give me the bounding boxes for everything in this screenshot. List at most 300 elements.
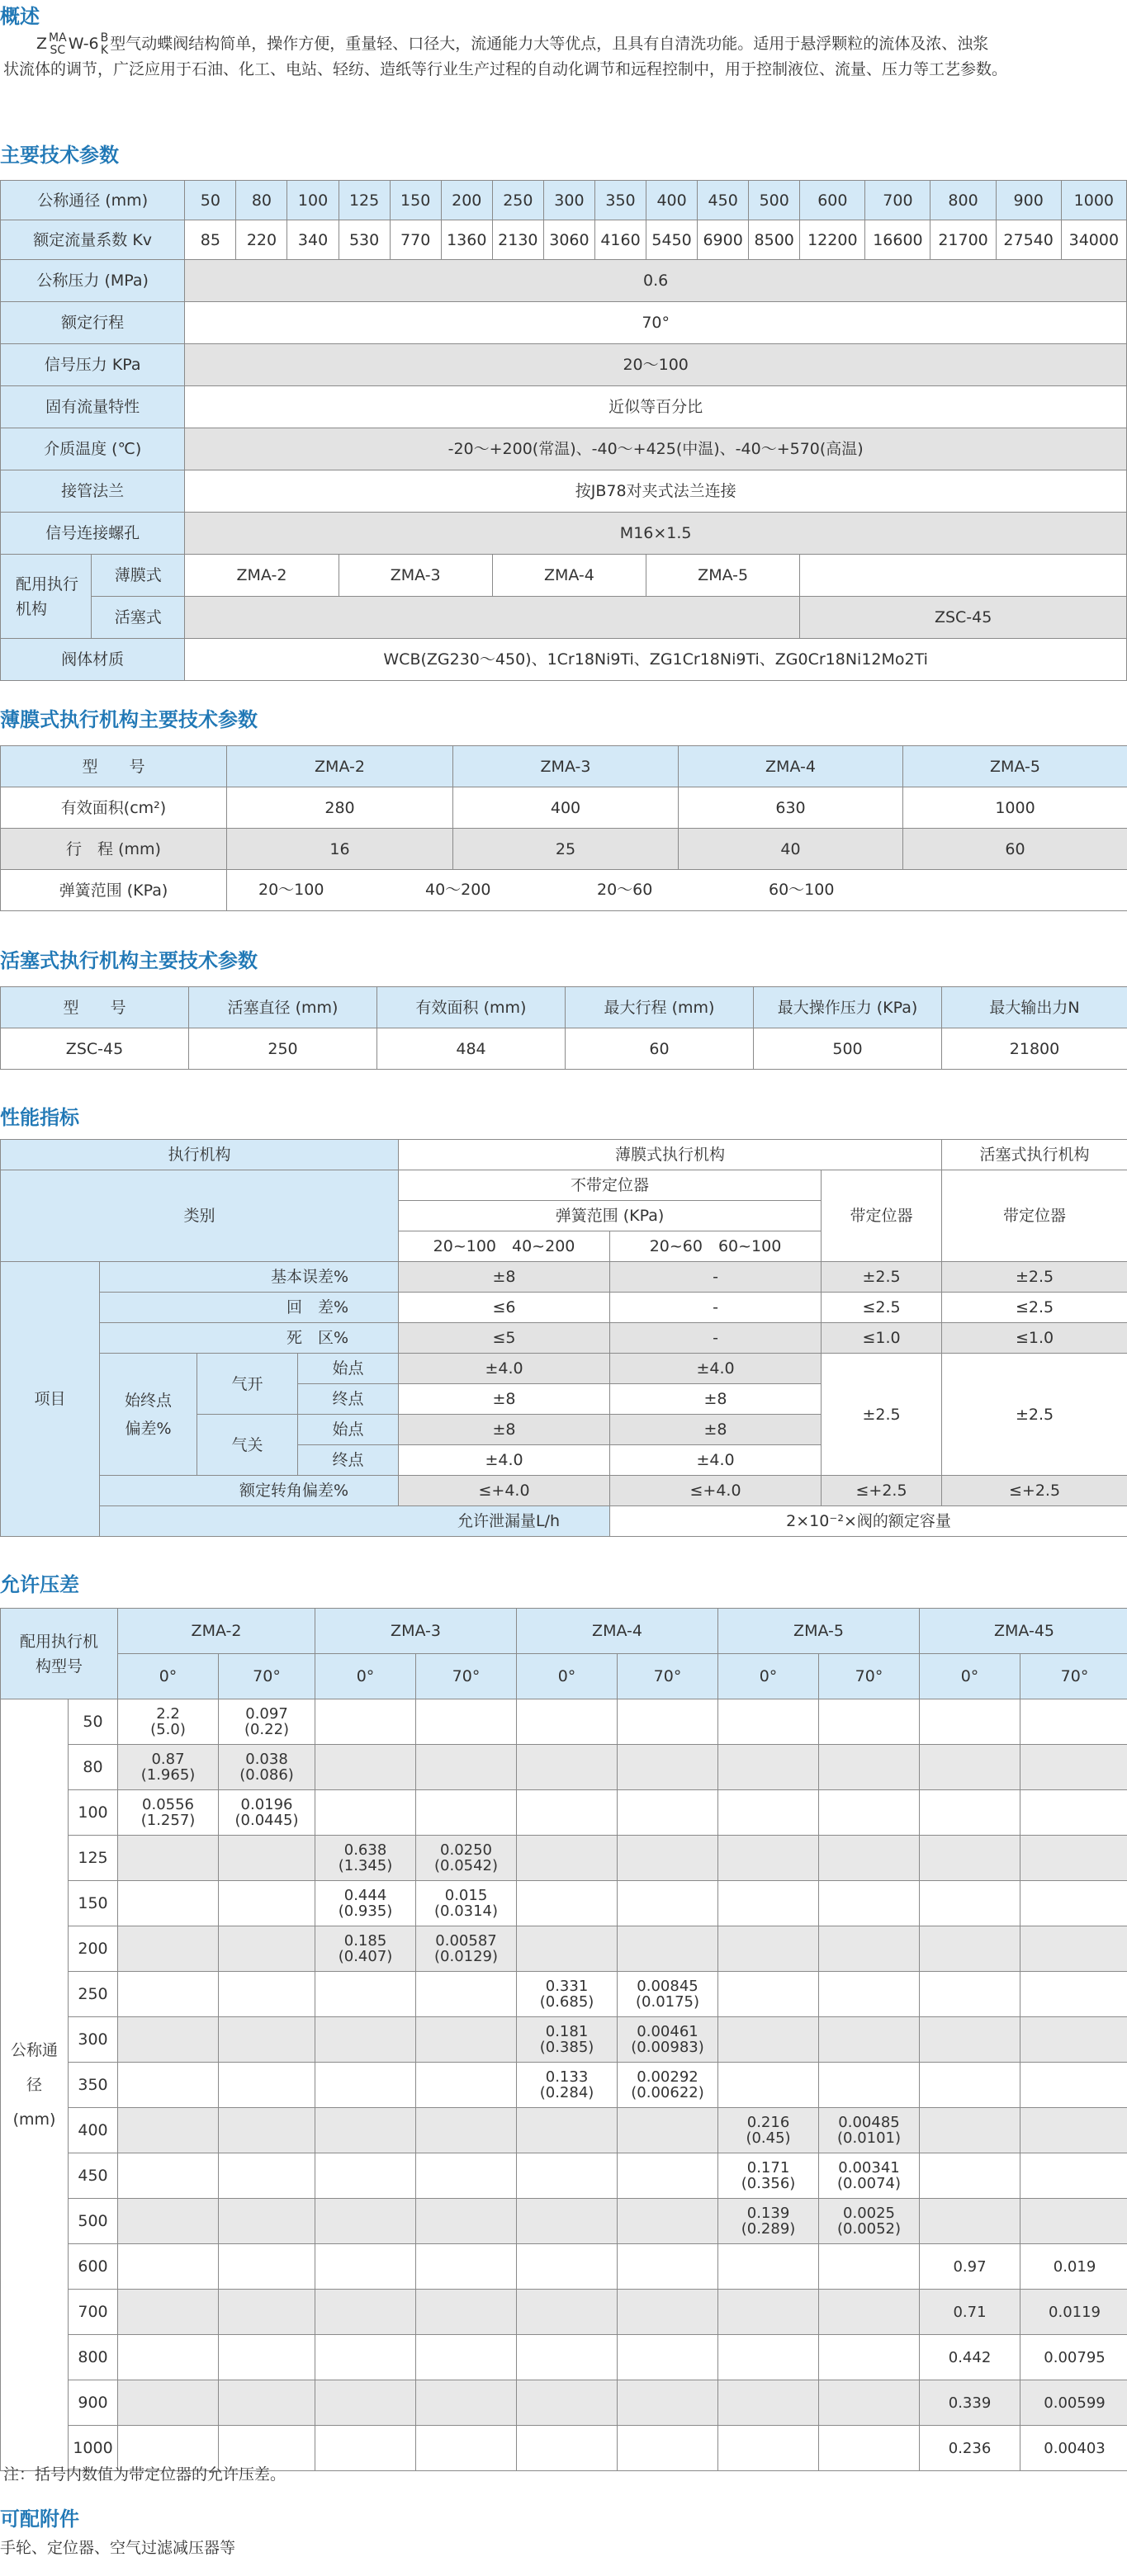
start-label: 始点 bbox=[298, 1354, 399, 1384]
table-row bbox=[1, 2063, 1127, 2108]
empty-cell bbox=[718, 2290, 819, 2335]
table-row bbox=[1, 1476, 1127, 1506]
pressure-value-70 bbox=[819, 2108, 920, 2153]
piston-header: 活塞直径 (mm) bbox=[189, 987, 377, 1028]
dn-value: 800 bbox=[930, 181, 996, 220]
pressure-value-70 bbox=[416, 1926, 517, 1972]
empty-cell bbox=[819, 2063, 920, 2108]
pressure-value-0 bbox=[920, 2380, 1020, 2426]
empty-cell bbox=[517, 1699, 618, 1745]
model-label: 型 号 bbox=[1, 746, 227, 787]
angle-value: ≤+2.5 bbox=[942, 1476, 1127, 1506]
dn-value: 80 bbox=[236, 181, 287, 220]
kv-value: 770 bbox=[390, 220, 441, 260]
hysteresis-value: ≤6 bbox=[399, 1293, 610, 1323]
kv-value: 34000 bbox=[1061, 220, 1126, 260]
table-row bbox=[1, 1354, 1127, 1384]
empty-cell bbox=[920, 1881, 1020, 1926]
pressure-title: 允许压差 bbox=[0, 1573, 79, 1596]
pressure-value-70 bbox=[1020, 2380, 1127, 2426]
empty-cell bbox=[920, 2063, 1020, 2108]
pressure-value: 0.236 bbox=[948, 2439, 992, 2457]
piston-title: 活塞式执行机构主要技术参数 bbox=[0, 949, 258, 972]
empty-cell bbox=[517, 2108, 618, 2153]
travel-value: 16 bbox=[227, 829, 453, 870]
empty-cell bbox=[219, 2380, 315, 2426]
table-row bbox=[1, 1654, 1127, 1699]
table-row bbox=[1, 2153, 1127, 2199]
table-row bbox=[1, 260, 1127, 302]
empty-cell bbox=[1020, 1745, 1127, 1790]
table-row bbox=[1, 1506, 1127, 1537]
table-row bbox=[1, 787, 1127, 829]
empty-cell bbox=[920, 1926, 1020, 1972]
table-row bbox=[1, 1881, 1127, 1926]
piston-table-wrap bbox=[0, 986, 1127, 1070]
empty-cell bbox=[718, 1836, 819, 1881]
empty-cell bbox=[718, 1790, 819, 1836]
empty-cell bbox=[219, 2063, 315, 2108]
empty-cell bbox=[118, 2153, 219, 2199]
dn-value: 300 bbox=[69, 2017, 118, 2063]
pressure-value-70 bbox=[618, 2063, 718, 2108]
empty-cell bbox=[618, 2290, 718, 2335]
empty-cell bbox=[315, 2199, 416, 2244]
pressure-value-positioner: (5.0) bbox=[150, 1721, 186, 1738]
empty-cell bbox=[517, 2380, 618, 2426]
empty-cell bbox=[517, 2199, 618, 2244]
table-row bbox=[1, 302, 1127, 344]
pressure-value-positioner: (0.385) bbox=[539, 2039, 594, 2056]
area-value: 280 bbox=[227, 787, 453, 829]
angle-70-header: 70° bbox=[416, 1654, 517, 1699]
pressure-value-positioner: (0.935) bbox=[338, 1902, 393, 1920]
area-value: 630 bbox=[679, 787, 903, 829]
accessories-section bbox=[0, 2509, 1127, 2558]
diaphragm-section bbox=[0, 710, 1127, 730]
kv-value: 220 bbox=[236, 220, 287, 260]
travel-value: 40 bbox=[679, 829, 903, 870]
end-label: 终点 bbox=[298, 1445, 399, 1476]
table-row bbox=[1, 386, 1127, 428]
pressure-value-positioner: (0.685) bbox=[539, 1993, 594, 2011]
endpoint-value: ±8 bbox=[610, 1384, 822, 1415]
table-row bbox=[1, 1140, 1127, 1170]
empty-cell bbox=[920, 1790, 1020, 1836]
empty-cell bbox=[517, 2335, 618, 2380]
diaphragm-model: ZMA-3 bbox=[339, 555, 492, 597]
empty-cell bbox=[819, 1881, 920, 1926]
angle-0-header: 0° bbox=[920, 1654, 1020, 1699]
empty-cell bbox=[718, 1926, 819, 1972]
empty-cell bbox=[819, 1790, 920, 1836]
empty-cell bbox=[416, 1972, 517, 2017]
model-label: 配用执行机构型号 bbox=[1, 1609, 118, 1699]
basic-value: ±2.5 bbox=[822, 1262, 942, 1293]
empty-cell bbox=[185, 597, 800, 639]
empty-cell bbox=[219, 2153, 315, 2199]
dn-value: 900 bbox=[69, 2380, 118, 2426]
empty-cell bbox=[416, 2199, 517, 2244]
pressure-value: 0.0025 bbox=[843, 2205, 895, 2222]
hysteresis-label: 回 差% bbox=[100, 1293, 399, 1323]
category-label: 类别 bbox=[1, 1170, 399, 1262]
table-row bbox=[1, 1790, 1127, 1836]
table-row bbox=[1, 1323, 1127, 1354]
table-row bbox=[1, 181, 1127, 220]
angle-value: ≤+4.0 bbox=[399, 1476, 610, 1506]
empty-cell bbox=[618, 2108, 718, 2153]
dn-value: 900 bbox=[996, 181, 1061, 220]
spring-value: 20～60 bbox=[597, 881, 653, 899]
pressure-value: 0.015 bbox=[444, 1887, 488, 1904]
pressure-value-positioner: (1.965) bbox=[140, 1766, 196, 1784]
pressure-value: 0.638 bbox=[343, 1841, 387, 1859]
pressure-value-0 bbox=[118, 1790, 219, 1836]
table-row bbox=[1, 513, 1127, 555]
pressure-value-positioner: (0.45) bbox=[746, 2129, 791, 2147]
empty-cell bbox=[118, 2335, 219, 2380]
model-bottom-2: K bbox=[100, 43, 109, 57]
angle-70-header: 70° bbox=[219, 1654, 315, 1699]
piston-header: 最大行程 (mm) bbox=[566, 987, 754, 1028]
material-label: 阀体材质 bbox=[1, 639, 185, 681]
spring-label: 弹簧范围 (KPa) bbox=[1, 870, 227, 911]
main-params-table-wrap bbox=[0, 180, 1127, 681]
pressure-value-positioner: (0.0175) bbox=[636, 1993, 700, 2011]
spring-range-2: 20~60 60~100 bbox=[610, 1231, 822, 1262]
empty-cell bbox=[118, 2199, 219, 2244]
empty-cell bbox=[416, 2063, 517, 2108]
empty-cell bbox=[517, 1836, 618, 1881]
dn-value: 450 bbox=[698, 181, 749, 220]
table-row bbox=[1, 1972, 1127, 2017]
dn-value: 500 bbox=[69, 2199, 118, 2244]
empty-cell bbox=[1020, 1790, 1127, 1836]
empty-cell bbox=[1020, 1881, 1127, 1926]
stroke-value: 70° bbox=[185, 302, 1127, 344]
pressure-value-70 bbox=[618, 2017, 718, 2063]
pressure-value-70 bbox=[219, 1699, 315, 1745]
main-params-title: 主要技术参数 bbox=[0, 144, 119, 167]
diaphragm-title: 薄膜式执行机构主要技术参数 bbox=[0, 708, 258, 731]
basic-label: 基本误差% bbox=[100, 1262, 399, 1293]
kv-value: 1360 bbox=[441, 220, 492, 260]
table-row bbox=[1, 1699, 1127, 1745]
hysteresis-value: - bbox=[610, 1293, 822, 1323]
table-row bbox=[1, 344, 1127, 386]
pressure-value-70 bbox=[219, 1790, 315, 1836]
endpoint-positioner-value: ±2.5 bbox=[822, 1354, 942, 1476]
dn-value: 350 bbox=[594, 181, 646, 220]
empty-cell bbox=[618, 1745, 718, 1790]
pressure-value: 0.00485 bbox=[838, 2114, 900, 2131]
overview-line-1 bbox=[3, 31, 1127, 57]
pressure-value: 0.00845 bbox=[637, 1978, 698, 1995]
pressure-value: 0.00795 bbox=[1044, 2348, 1106, 2366]
empty-cell bbox=[1020, 2199, 1127, 2244]
dn-label: 公称通径(mm) bbox=[1, 1699, 69, 2471]
model-header: ZMA-2 bbox=[118, 1609, 315, 1654]
empty-cell bbox=[517, 1926, 618, 1972]
empty-cell bbox=[517, 2244, 618, 2290]
empty-cell bbox=[618, 1881, 718, 1926]
pressure-value: 0.139 bbox=[746, 2205, 790, 2222]
empty-cell bbox=[618, 1699, 718, 1745]
pressure-value-positioner: (0.289) bbox=[741, 2220, 796, 2238]
hysteresis-value: ≤2.5 bbox=[822, 1293, 942, 1323]
pressure-value-positioner: (0.0314) bbox=[434, 1902, 499, 1920]
empty-cell bbox=[315, 1972, 416, 2017]
pressure-value-0 bbox=[718, 2199, 819, 2244]
dn-value: 700 bbox=[865, 181, 930, 220]
dn-value: 500 bbox=[749, 181, 800, 220]
endpoint-value: ±4.0 bbox=[399, 1354, 610, 1384]
table-row bbox=[1, 1170, 1127, 1201]
empty-cell bbox=[118, 1836, 219, 1881]
pressure-value-positioner: (0.00622) bbox=[631, 2084, 704, 2101]
performance-section bbox=[0, 1108, 1127, 1127]
table-row bbox=[1, 639, 1127, 681]
table-row bbox=[1, 1745, 1127, 1790]
empty-cell bbox=[416, 1699, 517, 1745]
piston-value: 250 bbox=[189, 1028, 377, 1070]
empty-cell bbox=[920, 1836, 1020, 1881]
overview-line-1-text: 型气动蝶阀结构简单，操作方便，重量轻、口径大，流通能力大等优点，且具有自清洗功能。适用于悬浮颗粒的流体及浓、浊浆 bbox=[110, 35, 989, 53]
piston-header: 有效面积 (mm) bbox=[377, 987, 566, 1028]
actuator-header: 执行机构 bbox=[1, 1140, 399, 1170]
empty-cell bbox=[1020, 1972, 1127, 2017]
flow_char-value: 近似等百分比 bbox=[185, 386, 1127, 428]
pressure-value: 2.2 bbox=[156, 1705, 180, 1723]
table-row bbox=[1, 220, 1127, 260]
piston-header: 最大输出力N bbox=[942, 987, 1127, 1028]
empty-cell bbox=[315, 2335, 416, 2380]
empty-cell bbox=[718, 1699, 819, 1745]
pressure-value-positioner: (0.22) bbox=[244, 1721, 290, 1738]
endpoint-value: ±8 bbox=[399, 1415, 610, 1445]
spring-range-header: 弹簧范围 (KPa) bbox=[399, 1201, 822, 1231]
empty-cell bbox=[618, 1836, 718, 1881]
pressure-value-70 bbox=[618, 1972, 718, 2017]
empty-cell bbox=[118, 1926, 219, 1972]
endpoint-value: ±4.0 bbox=[399, 1445, 610, 1476]
model-header: ZMA-5 bbox=[718, 1609, 920, 1654]
pressure-value: 0.331 bbox=[545, 1978, 589, 1995]
pressure-value-70 bbox=[219, 1745, 315, 1790]
pressure-value: 0.00292 bbox=[637, 2068, 698, 2086]
kv-value: 530 bbox=[339, 220, 390, 260]
empty-cell bbox=[819, 2335, 920, 2380]
pressure-value-0 bbox=[517, 2063, 618, 2108]
empty-cell bbox=[517, 1790, 618, 1836]
empty-cell bbox=[219, 2290, 315, 2335]
pressure-table-wrap bbox=[0, 1608, 1127, 2471]
empty-cell bbox=[819, 1972, 920, 2017]
empty-cell bbox=[315, 2153, 416, 2199]
empty-cell bbox=[618, 2335, 718, 2380]
pressure-value-positioner: (0.0542) bbox=[434, 1857, 499, 1874]
table-row bbox=[1, 1926, 1127, 1972]
table-row bbox=[1, 746, 1127, 787]
pressure-value-positioner: (0.00983) bbox=[631, 2039, 704, 2056]
material-value: WCB(ZG230～450)、1Cr18Ni9Ti、ZG1Cr18Ni9Ti、ZG0Cr18Ni12Mo2Ti bbox=[185, 639, 1127, 681]
pressure-value-70 bbox=[1020, 2290, 1127, 2335]
model-value: ZMA-4 bbox=[679, 746, 903, 787]
pressure-value-positioner: (0.0129) bbox=[434, 1948, 499, 1965]
accessories-text: 手轮、定位器、空气过滤减压器等 bbox=[0, 2539, 236, 2557]
table-row bbox=[1, 2335, 1127, 2380]
angle-70-header: 70° bbox=[1020, 1654, 1127, 1699]
table-row bbox=[1, 2290, 1127, 2335]
model-header: ZMA-3 bbox=[315, 1609, 517, 1654]
piston-value: 500 bbox=[754, 1028, 942, 1070]
empty-cell bbox=[920, 1972, 1020, 2017]
pressure-value: 0.442 bbox=[948, 2348, 992, 2366]
empty-cell bbox=[517, 1745, 618, 1790]
diaphragm-table bbox=[0, 745, 1127, 911]
table-row bbox=[1, 597, 1127, 639]
empty-cell bbox=[819, 1926, 920, 1972]
empty-cell bbox=[1020, 1926, 1127, 1972]
empty-cell bbox=[819, 2380, 920, 2426]
empty-cell bbox=[219, 1926, 315, 1972]
kv-label: 额定流量系数 Kv bbox=[1, 220, 185, 260]
piston-header: 型 号 bbox=[1, 987, 189, 1028]
dn-value: 250 bbox=[492, 181, 543, 220]
empty-cell bbox=[517, 2153, 618, 2199]
kv-value: 2130 bbox=[492, 220, 543, 260]
table-row bbox=[1, 2108, 1127, 2153]
angle-0-header: 0° bbox=[517, 1654, 618, 1699]
end-label: 终点 bbox=[298, 1384, 399, 1415]
empty-cell bbox=[416, 2335, 517, 2380]
pressure-value-0 bbox=[517, 1972, 618, 2017]
overview-line-2: 状流体的调节，广泛应用于石油、化工、电站、轻纺、造纸等行业生产过程的自动化调节和远程控制中，用于控制液位、流量、压力等工艺参数。 bbox=[3, 59, 1008, 78]
table-row bbox=[1, 1609, 1127, 1654]
empty-cell bbox=[920, 2199, 1020, 2244]
dead-value: - bbox=[610, 1323, 822, 1354]
table-row bbox=[1, 1262, 1127, 1293]
empty-cell bbox=[118, 2108, 219, 2153]
table-row bbox=[1, 428, 1127, 470]
pressure-value: 0.444 bbox=[343, 1887, 387, 1904]
pressure-value-70 bbox=[416, 1836, 517, 1881]
item-label: 项目 bbox=[1, 1262, 100, 1537]
dn-value: 800 bbox=[69, 2335, 118, 2380]
overview-title: 概述 bbox=[0, 5, 40, 28]
dn-value: 200 bbox=[441, 181, 492, 220]
dn-value: 1000 bbox=[69, 2426, 118, 2471]
pressure-value: 0.097 bbox=[245, 1705, 288, 1723]
no-positioner-header: 不带定位器 bbox=[399, 1170, 822, 1201]
endpoint-value: ±4.0 bbox=[610, 1354, 822, 1384]
empty-cell bbox=[819, 1745, 920, 1790]
model-bottom-1: SC bbox=[50, 43, 66, 57]
dead-value: ≤1.0 bbox=[942, 1323, 1127, 1354]
angle-value: ≤+2.5 bbox=[822, 1476, 942, 1506]
empty-cell bbox=[920, 1745, 1020, 1790]
flange-value: 按JB78对夹式法兰连接 bbox=[185, 470, 1127, 513]
pressure-value: 0.181 bbox=[545, 2023, 589, 2040]
kv-value: 21700 bbox=[930, 220, 996, 260]
empty-cell bbox=[819, 2017, 920, 2063]
model-value: ZMA-2 bbox=[227, 746, 453, 787]
basic-value: ±2.5 bbox=[942, 1262, 1127, 1293]
kv-value: 12200 bbox=[800, 220, 865, 260]
empty-cell bbox=[219, 1972, 315, 2017]
empty-cell bbox=[219, 2199, 315, 2244]
dn-value: 100 bbox=[69, 1790, 118, 1836]
empty-cell bbox=[718, 1745, 819, 1790]
empty-cell bbox=[118, 2380, 219, 2426]
dn-value: 600 bbox=[69, 2244, 118, 2290]
kv-value: 4160 bbox=[594, 220, 646, 260]
air_open-label: 气开 bbox=[197, 1354, 298, 1415]
spring-value: 60～100 bbox=[769, 881, 835, 899]
endpoint-value: ±8 bbox=[610, 1415, 822, 1445]
empty-cell bbox=[315, 2063, 416, 2108]
basic-value: - bbox=[610, 1262, 822, 1293]
model-top-2: B bbox=[100, 31, 109, 45]
pressure-value: 0.00341 bbox=[838, 2159, 900, 2177]
kv-value: 5450 bbox=[646, 220, 698, 260]
empty-cell bbox=[920, 2108, 1020, 2153]
performance-table bbox=[0, 1139, 1127, 1537]
angle-0-header: 0° bbox=[718, 1654, 819, 1699]
pressure-value-0 bbox=[315, 1926, 416, 1972]
piston-value: 484 bbox=[377, 1028, 566, 1070]
model-middle: W-6 bbox=[68, 35, 99, 53]
pressure-value-positioner: (0.0074) bbox=[837, 2175, 902, 2192]
pressure-value: 0.0119 bbox=[1049, 2303, 1101, 2321]
endpoint-value: ±8 bbox=[399, 1384, 610, 1415]
signal-value: 20～100 bbox=[185, 344, 1127, 386]
empty-cell bbox=[517, 2290, 618, 2335]
dn-value: 400 bbox=[69, 2108, 118, 2153]
pressure-value: 0.171 bbox=[746, 2159, 790, 2177]
pressure-value-positioner: (0.0052) bbox=[837, 2220, 902, 2238]
dn-value: 125 bbox=[69, 1836, 118, 1881]
empty-cell bbox=[718, 2380, 819, 2426]
endpoint-value: ±4.0 bbox=[610, 1445, 822, 1476]
empty-cell bbox=[718, 2063, 819, 2108]
empty-cell bbox=[819, 1699, 920, 1745]
empty-cell bbox=[1020, 2063, 1127, 2108]
kv-value: 6900 bbox=[698, 220, 749, 260]
spring-value: 20～100 bbox=[258, 881, 324, 899]
endpoint-label: 始终点偏差% bbox=[100, 1354, 197, 1476]
table-row bbox=[1, 1293, 1127, 1323]
kv-value: 340 bbox=[287, 220, 339, 260]
pressure-value-0 bbox=[315, 1836, 416, 1881]
empty-cell bbox=[118, 1972, 219, 2017]
piston-value: 60 bbox=[566, 1028, 754, 1070]
empty-cell bbox=[416, 2153, 517, 2199]
dn-value: 600 bbox=[800, 181, 865, 220]
empty-cell bbox=[118, 2017, 219, 2063]
endpoint-piston-value: ±2.5 bbox=[942, 1354, 1127, 1476]
piston-table bbox=[0, 986, 1127, 1070]
empty-cell bbox=[416, 2290, 517, 2335]
pressure-value: 0.216 bbox=[746, 2114, 790, 2131]
diaphragm-label: 薄膜式 bbox=[92, 555, 185, 597]
empty-cell bbox=[618, 2153, 718, 2199]
spring-value: 40～200 bbox=[425, 881, 491, 899]
diaphragm-table-wrap bbox=[0, 745, 1127, 911]
kv-value: 3060 bbox=[543, 220, 594, 260]
angle-70-header: 70° bbox=[819, 1654, 920, 1699]
